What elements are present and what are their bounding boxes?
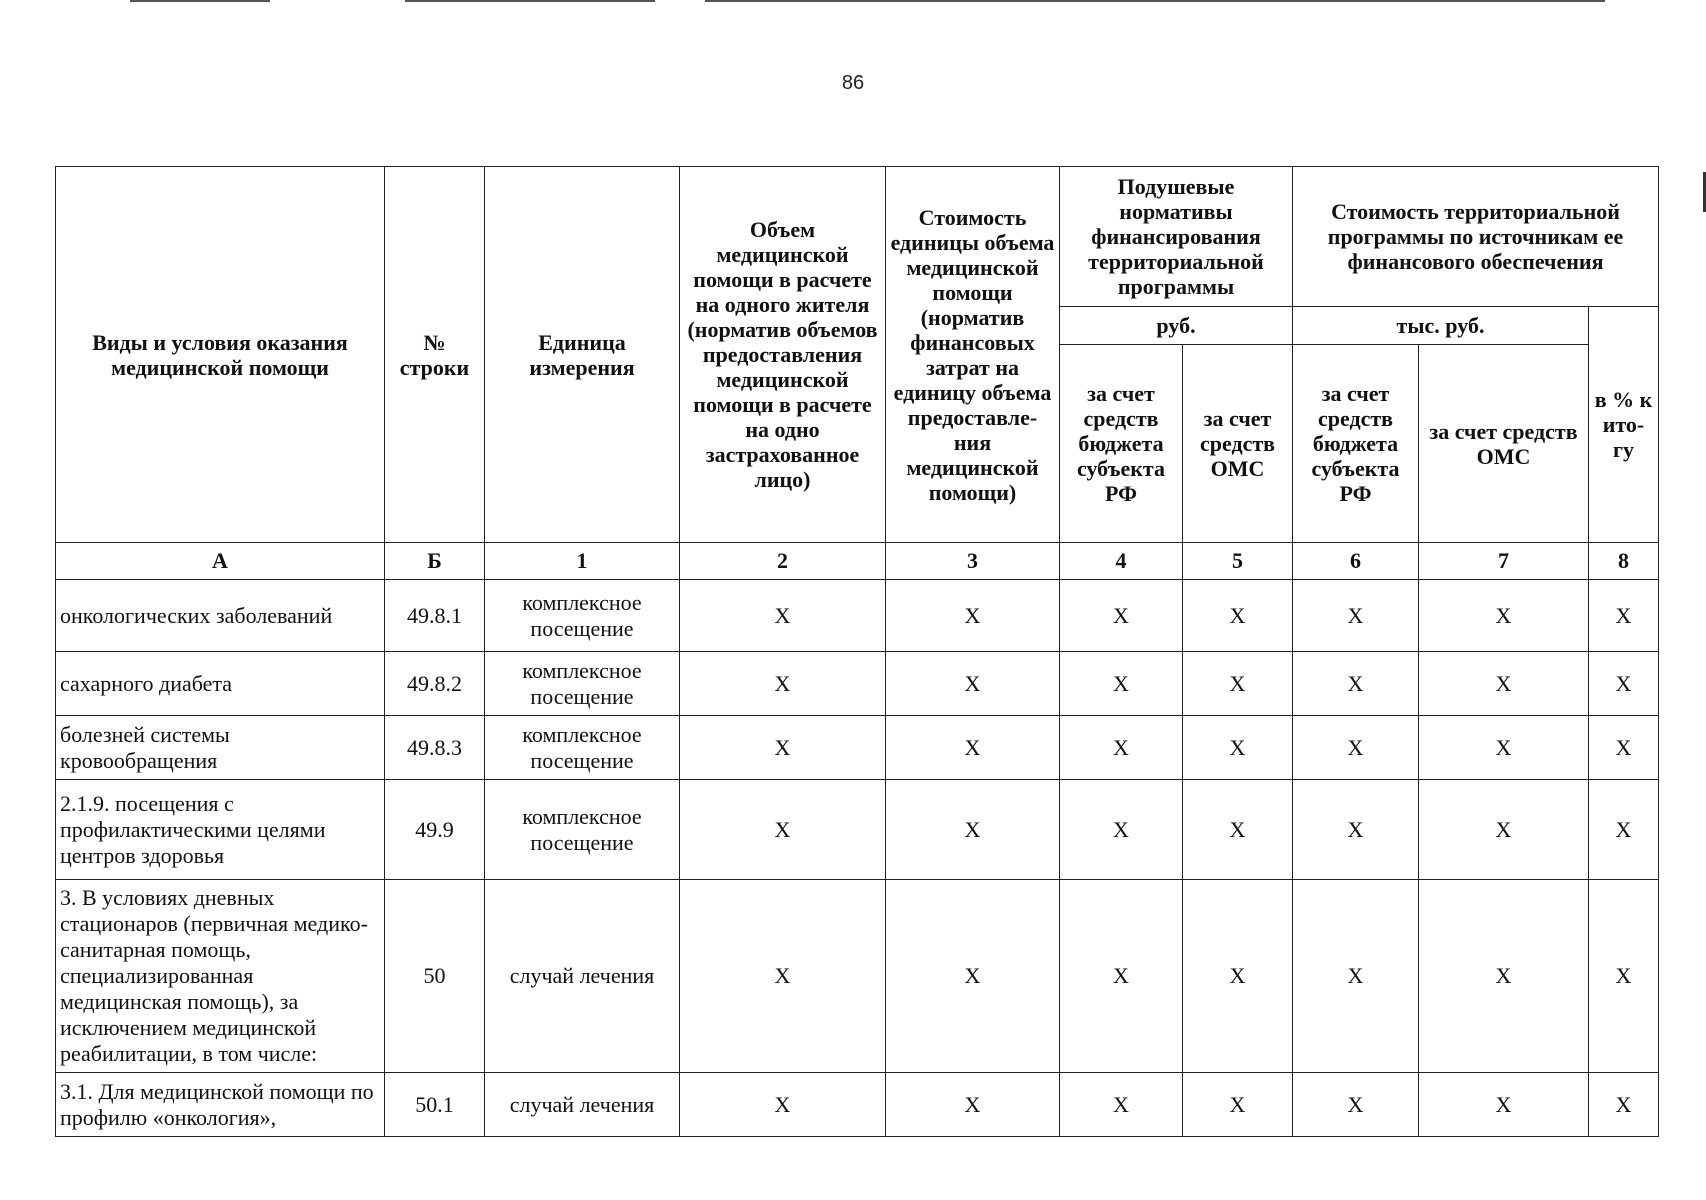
column-number: 1 (485, 543, 680, 580)
row-cell: Х (886, 1073, 1060, 1137)
row-unit: случай лечения (485, 1073, 680, 1137)
row-line-number: 50 (385, 880, 485, 1073)
row-cell: Х (886, 652, 1060, 716)
row-cell: Х (1589, 880, 1659, 1073)
row-cell: Х (1589, 580, 1659, 652)
table-row (56, 780, 1659, 880)
column-number: 5 (1183, 543, 1293, 580)
row-unit: комплексное посещение (485, 652, 680, 716)
row-cell: Х (886, 716, 1060, 780)
row-line-number: 49.8.3 (385, 716, 485, 780)
row-cell: Х (1293, 580, 1419, 652)
row-cell: Х (1589, 716, 1659, 780)
row-cell: Х (1060, 652, 1183, 716)
column-number: 6 (1293, 543, 1419, 580)
row-cell: Х (1293, 652, 1419, 716)
row-cell: Х (1060, 780, 1183, 880)
row-unit: комплексное посещение (485, 716, 680, 780)
scan-edge-line (405, 0, 655, 2)
row-cell: Х (680, 652, 886, 716)
row-cell: Х (1060, 716, 1183, 780)
column-number: 4 (1060, 543, 1183, 580)
column-number: Б (385, 543, 485, 580)
row-name: болезней системы кровообращения (56, 716, 385, 780)
header-budget-rub: за счет средств бюджета субъекта РФ (1060, 345, 1183, 543)
header-percent-of-total: в % к ито-гу (1589, 307, 1659, 543)
row-cell: Х (680, 1073, 886, 1137)
row-name: онкологических заболеваний (56, 580, 385, 652)
row-cell: Х (680, 880, 886, 1073)
row-cell: Х (680, 780, 886, 880)
row-cell: Х (886, 580, 1060, 652)
row-cell: Х (1589, 1073, 1659, 1137)
scan-edge-line (130, 0, 270, 2)
row-line-number: 49.8.2 (385, 652, 485, 716)
row-cell: Х (1589, 780, 1659, 880)
column-number: 2 (680, 543, 886, 580)
row-cell: Х (1293, 716, 1419, 780)
row-unit: комплексное посещение (485, 780, 680, 880)
row-cell: Х (1419, 580, 1589, 652)
row-cell: Х (1183, 652, 1293, 716)
header-unit-cost: Стоимость единицы объема медицинской помощи (норматив финансовых затрат на единицу объема предоставле-ния медицинской помощи) (886, 167, 1060, 543)
table-row (56, 880, 1659, 1073)
scan-edge-line (705, 0, 1605, 2)
column-number: 3 (886, 543, 1060, 580)
row-line-number: 49.9 (385, 780, 485, 880)
header-unit-rub: руб. (1060, 307, 1293, 345)
row-cell: Х (1419, 1073, 1589, 1137)
row-cell: Х (680, 580, 886, 652)
column-number: 7 (1419, 543, 1589, 580)
column-number: 8 (1589, 543, 1659, 580)
row-cell: Х (1060, 880, 1183, 1073)
row-name: сахарного диабета (56, 652, 385, 716)
header-line-number: № строки (385, 167, 485, 543)
header-unit: Единица измерения (485, 167, 680, 543)
header-kinds-of-care: Виды и условия оказания медицинской помощи (56, 167, 385, 543)
row-cell: Х (1060, 1073, 1183, 1137)
row-cell: Х (1183, 716, 1293, 780)
row-cell: Х (1293, 880, 1419, 1073)
column-number: А (56, 543, 385, 580)
header-program-cost: Стоимость территориальной программы по источникам ее финансового обеспечения (1293, 167, 1659, 307)
table-body (56, 580, 1659, 1137)
financing-table (55, 166, 1659, 1137)
table-row (56, 580, 1659, 652)
row-cell: Х (1293, 1073, 1419, 1137)
row-cell: Х (1419, 880, 1589, 1073)
header-oms-thousand-rub: за счет средств ОМС (1419, 345, 1589, 543)
row-cell: Х (1183, 1073, 1293, 1137)
header-unit-thousand-rub: тыс. руб. (1293, 307, 1589, 345)
row-cell: Х (1183, 880, 1293, 1073)
table-row (56, 716, 1659, 780)
row-cell: Х (680, 716, 886, 780)
row-name: 2.1.9. посещения с профилактическими целями центров здоровья (56, 780, 385, 880)
header-per-capita-norms: Подушевые нормативы финансирования территориальной программы (1060, 167, 1293, 307)
header-volume-per-resident: Объем медицинской помощи в расчете на одного жителя (норматив объемов предоставления медицинской помощи в расчете на одно застрахованное лицо) (680, 167, 886, 543)
row-cell: Х (1419, 652, 1589, 716)
page-number: 86 (841, 72, 865, 94)
row-cell: Х (1589, 652, 1659, 716)
row-cell: Х (1183, 780, 1293, 880)
row-unit: комплексное посещение (485, 580, 680, 652)
row-line-number: 50.1 (385, 1073, 485, 1137)
row-cell: Х (1060, 580, 1183, 652)
row-cell: Х (1419, 780, 1589, 880)
row-cell: Х (1419, 716, 1589, 780)
row-cell: Х (886, 780, 1060, 880)
row-cell: Х (1183, 580, 1293, 652)
table-row (56, 1073, 1659, 1137)
table-row (56, 652, 1659, 716)
table-header (56, 167, 1659, 580)
row-cell: Х (886, 880, 1060, 1073)
row-unit: случай лечения (485, 880, 680, 1073)
header-oms-rub: за счет средств ОМС (1183, 345, 1293, 543)
row-name: 3. В условиях дневных стационаров (первичная медико-санитарная помощь, специализированная медицинская помощь), за исключением медицинской реабилитации, в том числе: (56, 880, 385, 1073)
row-name: 3.1. Для медицинской помощи по профилю «онкология», (56, 1073, 385, 1137)
column-number-row (56, 543, 1659, 580)
row-line-number: 49.8.1 (385, 580, 485, 652)
row-cell: Х (1293, 780, 1419, 880)
header-budget-thousand-rub: за счет средств бюджета субъекта РФ (1293, 345, 1419, 543)
